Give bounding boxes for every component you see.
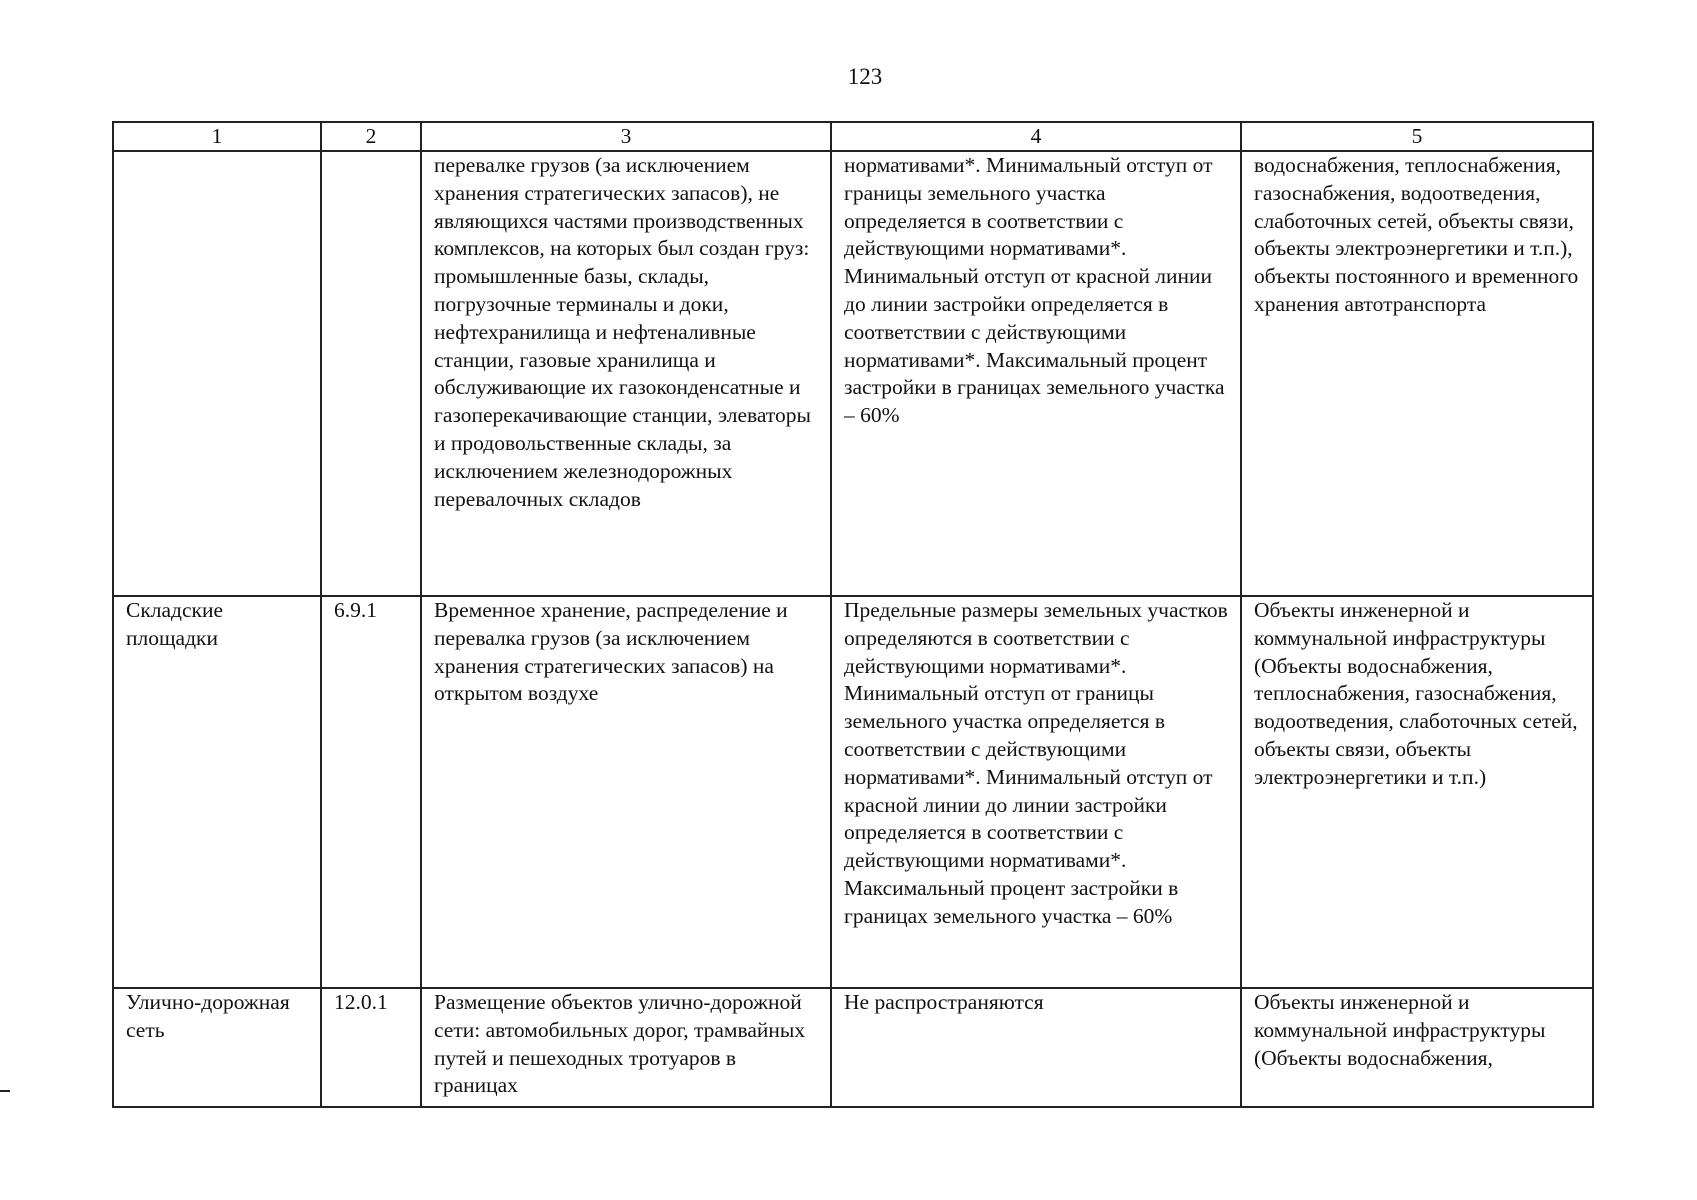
header-row bbox=[113, 122, 1593, 151]
table-row bbox=[113, 596, 1593, 988]
margin-mark bbox=[0, 1090, 10, 1092]
table-row bbox=[113, 151, 1593, 596]
use-code-cell: 6.9.1 bbox=[321, 596, 421, 988]
use-description-cell: Временное хранение, распределение и перевалка грузов (за исключением хранения стратегических запасов) на открытом воздухе bbox=[421, 596, 831, 988]
page-number: 123 bbox=[847, 64, 883, 89]
use-code-cell bbox=[321, 151, 421, 596]
auxiliary-uses-cell: Объекты инженерной и коммунальной инфраструктуры (Объекты водоснабжения, теплоснабжения, газоснабжения, водоотведения, слаботочных сетей, объекты связи, объекты электроэнергетики и т.п.) bbox=[1241, 596, 1593, 988]
header-col-4: 4 bbox=[831, 122, 1241, 151]
use-name-cell bbox=[113, 151, 321, 596]
auxiliary-uses-cell: водоснабжения, теплоснабжения, газоснабжения, водоотведения, слаботочных сетей, объекты связи, объекты электроэнергетики и т.п.), объекты постоянного и временного хранения автотранспорта bbox=[1241, 151, 1593, 596]
use-name-cell: Складские площадки bbox=[113, 596, 321, 988]
zoning-table bbox=[112, 121, 1594, 1108]
use-description-cell: Размещение объектов улично-дорожной сети: автомобильных дорог, трамвайных путей и пешеходных тротуаров в границах bbox=[421, 988, 831, 1107]
header-col-2: 2 bbox=[321, 122, 421, 151]
use-code-cell: 12.0.1 bbox=[321, 988, 421, 1107]
header-col-5: 5 bbox=[1241, 122, 1593, 151]
header-col-1: 1 bbox=[113, 122, 321, 151]
parameters-cell: Предельные размеры земельных участков определяются в соответствии с действующими нормативами*. Минимальный отступ от границы земельного участка определяется в соответствии с действующими нормативами*. Минимальный отступ от красной линии до линии застройки определяется в соответствии с действующими нормативами*. Максимальный процент застройки в границах земельного участка – 60% bbox=[831, 596, 1241, 988]
use-description-cell: перевалке грузов (за исключением хранения стратегических запасов), не являющихся частями производственных комплексов, на которых был создан груз: промышленные базы, склады, погрузочные терминалы и доки, нефтехранилища и нефтеналивные станции, газовые хранилища и обслуживающие их газоконденсатные и газоперекачивающие станции, элеваторы и продовольственные склады, за исключением железнодорожных перевалочных складов bbox=[421, 151, 831, 596]
table-row bbox=[113, 988, 1593, 1107]
parameters-cell: нормативами*. Минимальный отступ от границы земельного участка определяется в соответствии с действующими нормативами*. Минимальный отступ от красной линии до линии застройки определяется в соответствии с действующими нормативами*. Максимальный процент застройки в границах земельного участка – 60% bbox=[831, 151, 1241, 596]
parameters-cell: Не распространяются bbox=[831, 988, 1241, 1107]
auxiliary-uses-cell: Объекты инженерной и коммунальной инфраструктуры (Объекты водоснабжения, bbox=[1241, 988, 1593, 1107]
use-name-cell: Улично-дорожная сеть bbox=[113, 988, 321, 1107]
header-col-3: 3 bbox=[421, 122, 831, 151]
